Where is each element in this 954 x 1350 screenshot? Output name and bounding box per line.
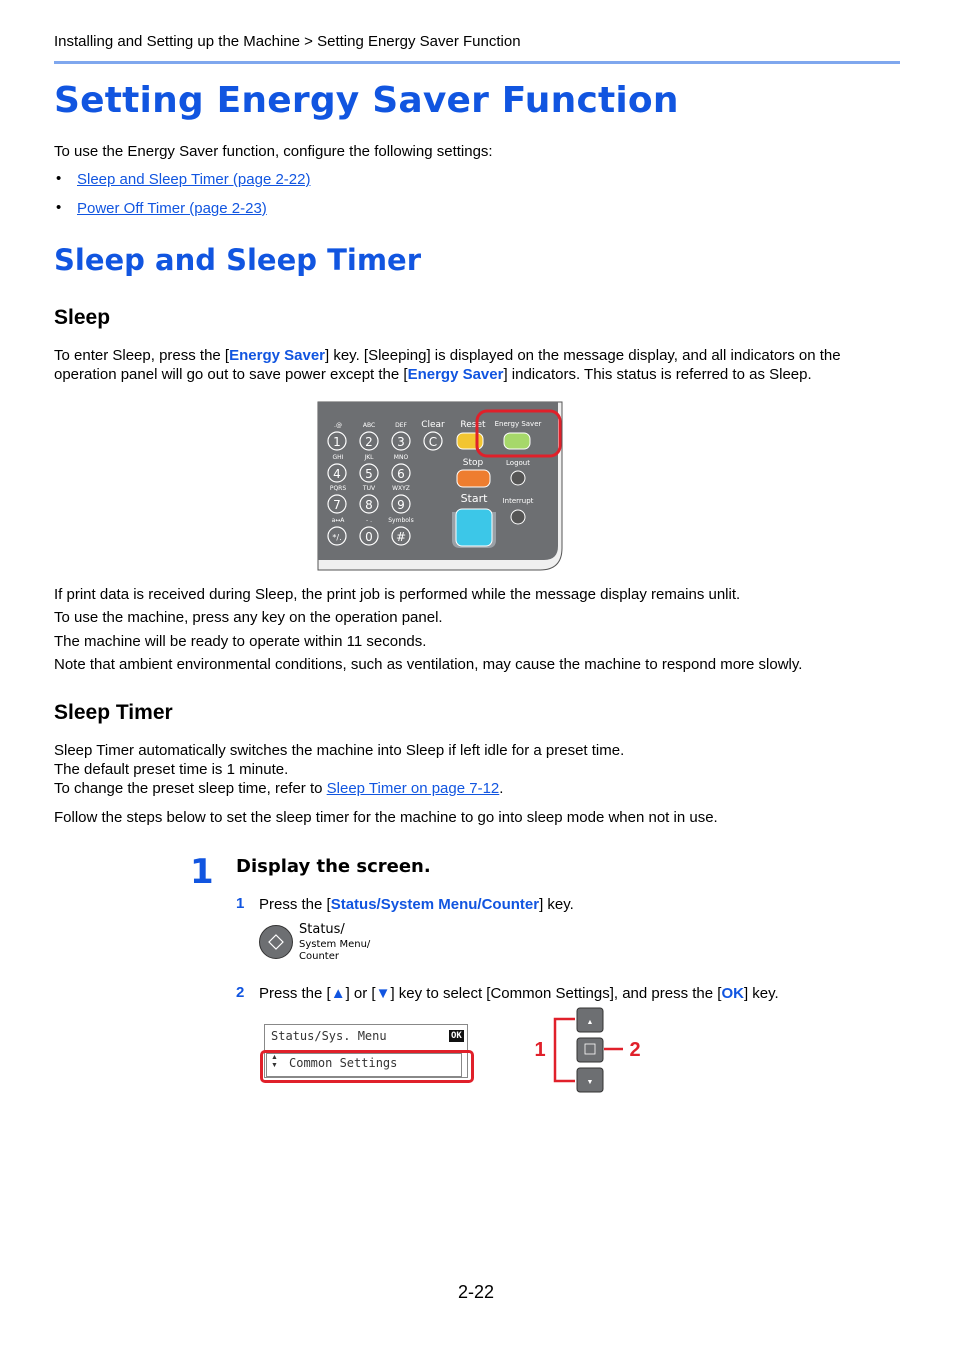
link-sleep-and-sleep-timer[interactable]: Sleep and Sleep Timer (page 2-22) xyxy=(77,171,311,188)
sleep-note-1: If print data is received during Sleep, the print job is performed while the message display remains unlit. xyxy=(54,586,741,603)
substep-1-text xyxy=(259,895,574,914)
sleep-note-2: To use the machine, press any key on the operation panel. xyxy=(54,609,443,626)
link-sleep-timer-page[interactable]: Sleep Timer on page 7-12 xyxy=(326,780,500,797)
step-title: Display the screen. xyxy=(236,856,431,877)
text: To change the preset sleep time, refer to xyxy=(54,780,327,797)
text: operation panel will go out to save power except the [ xyxy=(54,366,408,383)
bullet: • xyxy=(56,199,62,216)
display-line-2: Common Settings xyxy=(289,1056,398,1070)
breadcrumb: Installing and Setting up the Machine > Setting Energy Saver Function xyxy=(54,33,521,50)
label-mno: MNO xyxy=(393,454,409,461)
text: . xyxy=(499,780,504,797)
label-energy-saver: Energy Saver xyxy=(494,420,542,428)
sleep-timer-text-2: The default preset time is 1 minute. xyxy=(54,761,289,778)
key-7: 7 xyxy=(333,498,341,512)
text: To enter Sleep, press the [ xyxy=(54,347,230,364)
svg-text:▲: ▲ xyxy=(586,1019,594,1026)
status-key-label-1: Status/ xyxy=(299,922,345,937)
label-symbols: Symbols xyxy=(388,517,414,524)
status-key-name: Status/System Menu/Counter xyxy=(330,896,540,913)
sleep-note-3: The machine will be ready to operate within 11 seconds. xyxy=(54,633,427,650)
operation-panel-illustration xyxy=(316,400,568,574)
display-line-1: Status/Sys. Menu xyxy=(271,1029,387,1043)
key-clear: C xyxy=(428,435,438,449)
key-star: */. xyxy=(332,533,342,542)
text: ] key. xyxy=(743,985,779,1002)
label-interrupt: Interrupt xyxy=(502,497,534,505)
key-3: 3 xyxy=(397,435,405,449)
key-1: 1 xyxy=(333,435,341,449)
text: Press the [ xyxy=(259,985,331,1002)
sleep-timer-text-4: Follow the steps below to set the sleep timer for the machine to go into sleep mode when not in use. xyxy=(54,809,718,826)
text: ] indicators. This status is referred to as Sleep. xyxy=(503,366,812,383)
step-number: 1 xyxy=(190,852,214,892)
link-power-off-timer[interactable]: Power Off Timer (page 2-23) xyxy=(77,200,267,217)
status-key-label-2: System Menu/ xyxy=(299,939,371,950)
key-hash: # xyxy=(395,530,407,544)
ok-key-name: OK xyxy=(721,985,744,1002)
ok-key[interactable] xyxy=(577,1038,603,1062)
label-logout: Logout xyxy=(506,459,530,467)
text: ] or [ xyxy=(345,985,376,1002)
key-4: 4 xyxy=(333,467,341,481)
label-reset: Reset xyxy=(460,420,486,430)
key-8: 8 xyxy=(365,498,373,512)
down-key-name: ▼ xyxy=(375,985,391,1002)
text: ] key to select [Common Settings], and press the [ xyxy=(390,985,722,1002)
key-2: 2 xyxy=(365,435,373,449)
status-key-label-3: Counter xyxy=(299,951,339,962)
substep-number-1: 1 xyxy=(236,895,245,912)
text: ] key. [Sleeping] is displayed on the message display, and all indicators on the xyxy=(325,347,841,364)
bullet: • xyxy=(56,170,62,187)
key-6: 6 xyxy=(397,467,405,481)
label-abc: ABC xyxy=(362,422,376,429)
page-number: 2-22 xyxy=(458,1282,495,1302)
label-dot: .@ xyxy=(334,422,342,429)
up-key-name: ▲ xyxy=(330,985,346,1002)
sleep-heading: Sleep xyxy=(54,306,111,329)
key-5: 5 xyxy=(365,467,373,481)
label-ghi: GHI xyxy=(332,454,344,461)
label-clear: Clear xyxy=(421,420,445,430)
sleep-timer-text-1: Sleep Timer automatically switches the machine into Sleep if left idle for a preset time. xyxy=(54,742,625,759)
scroll-arrows-icon: ▲ ▼ xyxy=(271,1054,278,1069)
text: ] key. xyxy=(539,896,574,913)
intro-text: To use the Energy Saver function, configure the following settings: xyxy=(54,143,493,160)
energy-saver-key-name: Energy Saver xyxy=(229,347,325,364)
label-jkl: JKL xyxy=(364,454,374,461)
label-wxyz: WXYZ xyxy=(392,485,410,492)
sleep-note-4: Note that ambient environmental conditions, such as ventilation, may cause the machine to respond more slowly. xyxy=(54,656,803,673)
navigation-keys-illustration xyxy=(525,1005,650,1097)
key-0: 0 xyxy=(365,530,373,544)
status-system-menu-key[interactable] xyxy=(259,925,293,959)
diamond-icon xyxy=(260,926,292,958)
sleep-timer-heading: Sleep Timer xyxy=(54,701,173,724)
header-rule xyxy=(54,61,900,64)
substep-2-text xyxy=(259,984,779,1003)
label-def: DEF xyxy=(395,422,407,429)
svg-text:▼: ▼ xyxy=(586,1079,594,1086)
ok-badge: OK xyxy=(451,1031,462,1041)
callout-2: 2 xyxy=(629,1039,641,1061)
text: Press the [ xyxy=(259,896,331,913)
section-title: Sleep and Sleep Timer xyxy=(54,243,422,277)
energy-saver-key-name: Energy Saver xyxy=(407,366,504,383)
label-pqrs: PQRS xyxy=(329,485,347,492)
sleep-paragraph xyxy=(54,346,904,384)
label-tuv: TUV xyxy=(362,485,376,492)
page-title: Setting Energy Saver Function xyxy=(54,80,679,121)
sleep-timer-text-3 xyxy=(54,779,503,798)
label-aA: a↔A xyxy=(331,517,345,524)
substep-number-2: 2 xyxy=(236,984,245,1001)
label-dash: - . xyxy=(366,517,372,524)
label-stop: Stop xyxy=(462,458,484,468)
key-9: 9 xyxy=(397,498,405,512)
callout-1: 1 xyxy=(534,1039,546,1061)
label-start: Start xyxy=(460,492,488,505)
